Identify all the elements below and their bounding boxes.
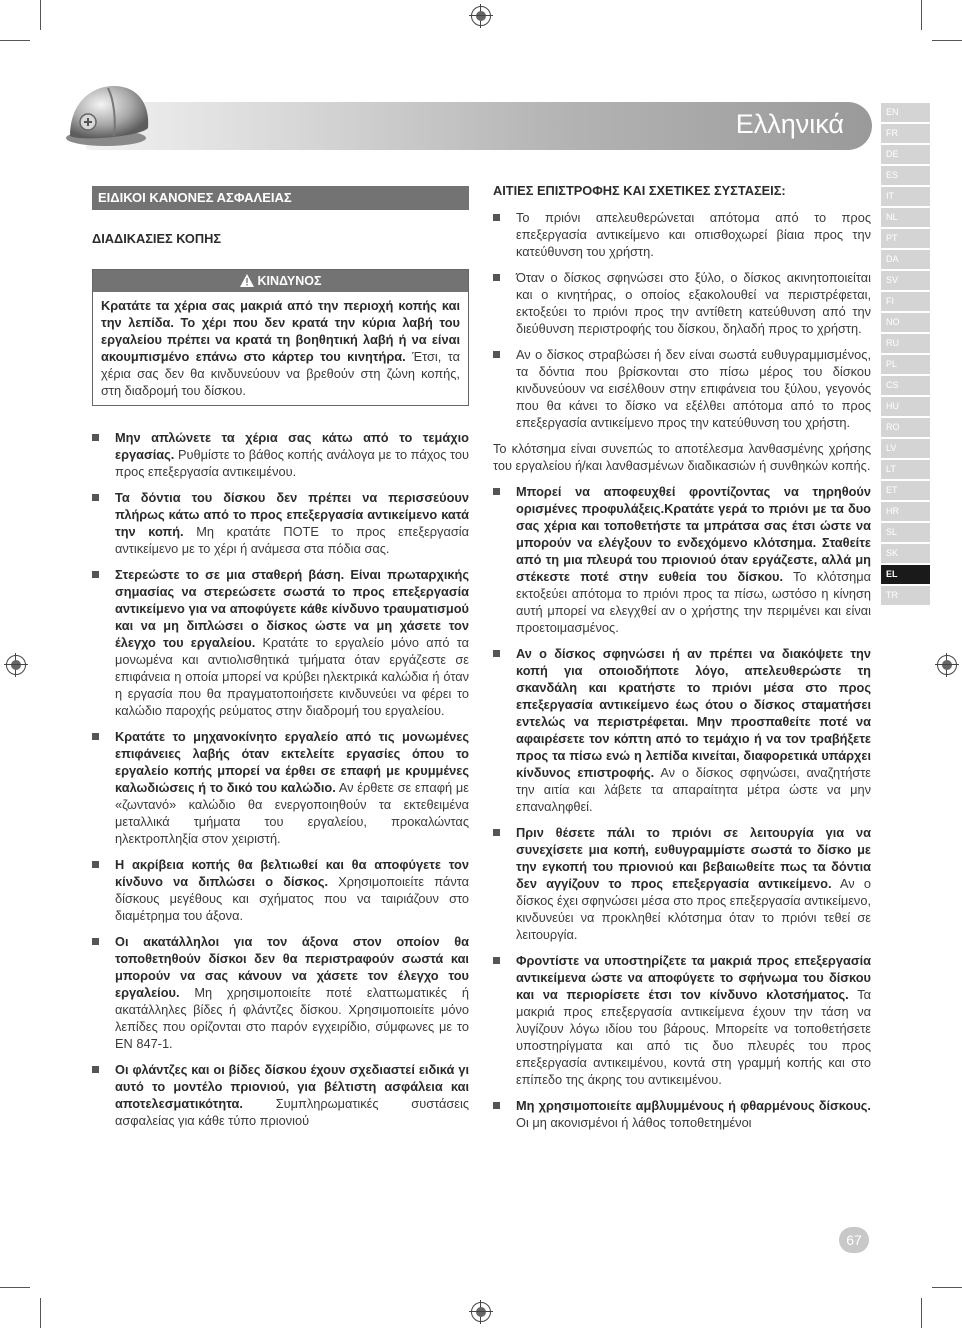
language-tab[interactable]: PT bbox=[881, 229, 930, 248]
crop-mark bbox=[40, 1298, 41, 1328]
language-tab[interactable]: CS bbox=[881, 376, 930, 395]
list-item bbox=[493, 269, 871, 337]
bullet-icon bbox=[493, 488, 500, 495]
bullet-text: Ρυθμίστε το βάθος κοπής ανάλογα με το πάχος του προς επεξεργασία αντικειμένου. bbox=[115, 447, 469, 479]
danger-title bbox=[93, 270, 468, 292]
registration-mark-icon bbox=[6, 655, 26, 675]
danger-body bbox=[93, 292, 468, 405]
list-item bbox=[92, 489, 469, 557]
bullet-icon bbox=[493, 650, 500, 657]
language-tab[interactable]: NL bbox=[881, 208, 930, 227]
bullet-icon bbox=[493, 829, 500, 836]
list-item bbox=[493, 209, 871, 260]
bullet-icon bbox=[92, 1066, 99, 1073]
crop-mark bbox=[921, 0, 922, 30]
kickback-paragraph: Το κλότσημα είναι συνεπώς το αποτέλεσμα λανθασμένης χρήσης του εργαλείου ή/και λανθασμένων διαδικασιών ή συνθηκών κοπής. bbox=[493, 441, 871, 473]
language-tab[interactable]: PL bbox=[881, 355, 930, 374]
section-title: ΕΙΔΙΚΟΙ ΚΑΝΟΝΕΣ ΑΣΦΑΛΕΙΑΣ bbox=[92, 186, 469, 210]
language-tab[interactable]: IT bbox=[881, 187, 930, 206]
safety-helmet-icon bbox=[62, 80, 154, 148]
language-tab[interactable]: HU bbox=[881, 397, 930, 416]
bullet-bold: Φροντίστε να υποστηρίζετε τα μακριά προς επεξεργασία αντικείμενα ώστε να αποφύγετε το σφήνωμα του δίσκου και να περιορίσετε έτσι τον κίνδυνο κλοτσήματος. bbox=[516, 953, 871, 1002]
bullet-text: Αν ο δίσκος έχει σφηνώσει μέσα στο προς επεξεργασία αντικείμενο, κινδυνεύει να προκληθεί κλότσημα όταν το πριόνι τεθεί σε λειτουργία. bbox=[516, 876, 871, 942]
right-heading: ΑΙΤΙΕΣ ΕΠΙΣΤΡΟΦΗΣ ΚΑΙ ΣΧΕΤΙΚΕΣ ΣΥΣΤΑΣΕΙΣ: bbox=[493, 183, 786, 198]
bullet-bold: Τα δόντια του δίσκου δεν πρέπει να περισσεύουν πλήρως κάτω από το προς επεξεργασία αντικείμενο κατά την κοπή. bbox=[115, 490, 469, 539]
bullet-bold: Πριν θέσετε πάλι το πριόνι σε λειτουργία για να συνεχίσετε μια κοπή, ευθυγραμμίστε σωστά το δίσκο με την εγκοπή του πριονιού και βεβαιωθείτε πως τα δόντια δεν αγγίζουν το προς επεξεργασία αντικείμενο. bbox=[516, 825, 871, 891]
language-tab[interactable]: ES bbox=[881, 166, 930, 185]
bullet-icon bbox=[92, 571, 99, 578]
list-item bbox=[92, 933, 469, 1052]
header-bar bbox=[86, 102, 872, 150]
page-language-title: Ελληνικά bbox=[735, 109, 844, 139]
list-item bbox=[92, 429, 469, 480]
language-tab-active[interactable]: EL bbox=[881, 565, 930, 584]
bullet-text: Μη χρησιμοποιείτε ποτέ ελαττωματικές ή ακατάλληλες βίδες ή φλάντζες δίσκου. Χρησιμοποιείτε μόνο λεπίδες που ορίζονται στο παρόν εγχειρίδιο, σύμφωνες με το EN 847-1. bbox=[115, 985, 469, 1051]
bullet-icon bbox=[92, 733, 99, 740]
warning-icon bbox=[240, 274, 254, 287]
language-tab[interactable]: LT bbox=[881, 460, 930, 479]
left-column bbox=[92, 186, 469, 1138]
language-tab[interactable]: RO bbox=[881, 418, 930, 437]
list-item bbox=[493, 824, 871, 943]
bullet-bold: Μη χρησιμοποιείτε αμβλυμμένους ή φθαρμένους δίσκους. bbox=[516, 1098, 871, 1113]
language-tab[interactable]: FI bbox=[881, 292, 930, 311]
bullet-text: Αν ο δίσκος στραβώσει ή δεν είναι σωστά ευθυγραμμισμένος, τα δόντια που βρίσκονται στο πίσω μέρος του δίσκου κινδυνεύουν να εισέλθουν στην επιφάνεια του ξύλου, γεγονός που θα κάνει το δίσκο να εξέλθει απότομα από το προς επεξεργασία αντικείμενο προς την κατεύθυνση του χρήστη. bbox=[516, 347, 871, 430]
bullet-bold: Μην απλώνετε τα χέρια σας κάτω από το τεμάχιο εργασίας. bbox=[115, 430, 469, 462]
language-tab[interactable]: SV bbox=[881, 271, 930, 290]
subsection-title: ΔΙΑΔΙΚΑΣΙΕΣ ΚΟΠΗΣ bbox=[92, 231, 222, 246]
bullet-text: Κρατάτε το εργαλείο μόνο από τα μονωμένα και αντιολισθητικά τμήματα όταν εργάζεστε σε επιφάνεια η οποία μπορεί να κρύβει ηλεκτρικά καλώδια ή όταν η εργασία που θα πραγματοποιήσετε κινδυνεύει να φέρει το καλώδιο παροχής ρεύματος στην διαδρομή του εργαλείου. bbox=[115, 635, 469, 718]
danger-title-text: ΚΙΝΔΥΝΟΣ bbox=[257, 274, 322, 288]
bullet-icon bbox=[493, 214, 500, 221]
registration-mark-icon bbox=[937, 655, 957, 675]
list-item bbox=[493, 1097, 871, 1131]
bullet-text: Αν ο δίσκος σφηνώσει, αναζητήστε την αιτία και λάβετε τα απαραίτητα μέτρα ώστε να μην επαναληφθεί. bbox=[516, 765, 871, 814]
bullet-text: Το κλότσημα εκτοξεύει απότομα το πριόνι προς τα πίσω, ωστόσο η κίνηση αυτή μπορεί να ελεγχθεί αν ο χρήστης την περιμένει και είναι προετοιμασμένος. bbox=[516, 569, 871, 635]
language-tab[interactable]: SK bbox=[881, 544, 930, 563]
list-item bbox=[92, 728, 469, 847]
list-item bbox=[92, 1061, 469, 1129]
registration-mark-icon bbox=[471, 6, 491, 26]
page-number: 67 bbox=[839, 1227, 869, 1253]
language-tab[interactable]: LV bbox=[881, 439, 930, 458]
language-tab[interactable]: EN bbox=[881, 103, 930, 122]
danger-box bbox=[92, 269, 469, 406]
bullet-text: Χρησιμοποιείτε πάντα δίσκους μεγέθους και σχήματος που να ταιριάζουν στο διαμέτρημα του άξονα. bbox=[115, 874, 470, 923]
language-tab[interactable]: ET bbox=[881, 481, 930, 500]
bullet-text: Συμπληρωματικές συστάσεις ασφαλείας για κάθε τύπο πριονιού bbox=[115, 1096, 469, 1128]
crop-mark bbox=[40, 0, 41, 30]
left-bullet-list bbox=[92, 429, 469, 1129]
language-tab[interactable]: RU bbox=[881, 334, 930, 353]
list-item bbox=[92, 566, 469, 719]
bullet-text: Όταν ο δίσκος σφηνώσει στο ξύλο, ο δίσκος ακινητοποιείται και ο κινητήρας, ο οποίος εξακολουθεί να περιστρέφεται, εκτοξεύει το πριόνι προς την αντίθετη κατεύθυνση από την διεύθυνση περιστροφής του δίσκου, δηλαδή προς το χρήστη. bbox=[516, 270, 871, 336]
crop-mark bbox=[0, 40, 30, 41]
list-item bbox=[493, 645, 871, 815]
bullet-icon bbox=[92, 494, 99, 501]
bullet-text: Αν έρθετε σε επαφή με «ζωντανό» καλώδιο θα ενεργοποιηθούν τα εκτεθειμένα μεταλλικά τμήματα του εργαλείου, προκαλώντας ηλεκτροπληξία στον χειριστή. bbox=[115, 780, 469, 846]
language-tab[interactable]: DE bbox=[881, 145, 930, 164]
bullet-icon bbox=[92, 938, 99, 945]
bullet-bold: Στερεώστε το σε μια σταθερή βάση. Είναι πρωταρχικής σημασίας να στερεώσετε σωστά το προς επεξεργασία αντικείμενο για να αποφύγετε κάθε κίνδυνο τραυματισμού και να μη διπλώσει ο δίσκος ώστε να μη χάσετε τον έλεγχο του εργαλείου. bbox=[115, 567, 469, 650]
right-bullet-list bbox=[493, 483, 871, 1131]
bullet-bold: Οι φλάντζες και οι βίδες δίσκου έχουν σχεδιαστεί ειδικά γι αυτό το μοντέλο πριονιού, για βέλτιστη ασφάλεια και αποτελεσματικότητα. bbox=[115, 1062, 469, 1111]
language-tab[interactable]: DA bbox=[881, 250, 930, 269]
bullet-text: Το πριόνι απελευθερώνεται απότομα από το προς επεξεργασία αντικείμενο και οπισθοχωρεί βίαια προς την κατεύθυνση του χρήστη. bbox=[516, 210, 871, 259]
danger-text: Έτσι, τα χέρια σας δεν θα κινδυνεύουν να βρεθούν στη ζώνη κοπής, στη διαδρομή του δίσκου. bbox=[101, 349, 460, 398]
bullet-bold: Μπορεί να αποφευχθεί φροντίζοντας να τηρηθούν ορισμένες προφυλάξεις.Κρατάτε γερά το πριόνι με τα δυο σας χέρια και τοποθετήστε τα μπράτσα σας έτσι ώστε να μπορούν να ελέγξουν το ενδεχόμενο κλότσημα. Σταθείτε από τη μια πλευρά του πριονιού όταν εργάζεστε, αλλά μη στέκεστε ποτέ στην ευθεία του δίσκου. bbox=[516, 484, 871, 584]
bullet-icon bbox=[493, 957, 500, 964]
bullet-icon bbox=[493, 274, 500, 281]
language-tab[interactable]: NO bbox=[881, 313, 930, 332]
bullet-text: Τα μακριά προς επεξεργασία αντικείμενα έχουν την τάση να λυγίζουν λόγω ιδίου του βάρους. Μπορείτε να τοποθετήσετε υποστηρίγματα και από τις δυο πλευρές του προς επεξεργασία αντικειμένου, κοντά στη γραμμή κοπής και στο επίπεδο της άκρης του αντικειμένου. bbox=[516, 987, 871, 1087]
bullet-bold: Οι ακατάλληλοι για τον άξονα στον οποίον θα τοποθετηθούν δίσκοι δεν θα περιστραφούν σωστά και μπορούν να σας κάνουν να χάσετε τον έλεγχο του εργαλείου. bbox=[115, 934, 469, 1000]
bullet-icon bbox=[92, 434, 99, 441]
bullet-bold: Αν ο δίσκος σφηνώσει ή αν πρέπει να διακόψετε την κοπή για οποιοδήποτε λόγο, απελευθερώστε τη σκανδάλη και κρατήστε το πριόνι μέσα στο προς επεξεργασία αντικείμενο έως ότου ο δίσκος σταματήσει εντελώς να περιστρέφεται. Μην προσπαθείτε ποτέ να αφαιρέσετε τον κόπτη από το τεμάχιο ή να τον τραβήξετε προς τα πίσω ενώ η λεπίδα κινείται, διαφορετικά υπάρχει κίνδυνος επιστροφής. bbox=[516, 646, 871, 780]
list-item bbox=[92, 856, 469, 924]
language-tab[interactable]: SL bbox=[881, 523, 930, 542]
right-bullet-list-top bbox=[493, 209, 871, 431]
list-item bbox=[493, 952, 871, 1088]
crop-mark bbox=[932, 40, 962, 41]
list-item bbox=[493, 483, 871, 636]
bullet-icon bbox=[493, 351, 500, 358]
bullet-bold: Η ακρίβεια κοπής θα βελτιωθεί και θα αποφύγετε τον κίνδυνο να διπλώσει ο δίσκος. bbox=[115, 857, 469, 889]
right-column bbox=[493, 182, 871, 1140]
bullet-text: Οι μη ακονισμένοι ή λάθος τοποθετημένοι bbox=[516, 1115, 752, 1130]
bullet-icon bbox=[493, 1102, 500, 1109]
registration-mark-icon bbox=[471, 1302, 491, 1322]
language-tabs bbox=[881, 103, 930, 607]
bullet-bold: Κρατάτε το μηχανοκίνητο εργαλείο από τις μονωμένες επιφάνειες λαβής όταν εκτελείτε εργασίες όπου το εργαλείο κοπής μπορεί να έρθει σε επαφή με κρυμμένες καλωδιώσεις ή το δικό του καλώδιο. bbox=[115, 729, 469, 795]
crop-mark bbox=[0, 1287, 30, 1288]
bullet-text: Μη κρατάτε ΠΟΤΕ το προς επεξεργασία αντικείμενο με το χέρι ή ανάμεσα στα πόδια σας. bbox=[115, 524, 469, 556]
crop-mark bbox=[921, 1298, 922, 1328]
language-tab[interactable]: TR bbox=[881, 586, 930, 605]
list-item bbox=[493, 346, 871, 431]
crop-mark bbox=[932, 1287, 962, 1288]
danger-bold: Κρατάτε τα χέρια σας μακριά από την περιοχή κοπής και την λεπίδα. Το χέρι που δεν κρατά την κύρια λαβή του εργαλείου πρέπει να κρατά τη βοηθητική λαβή ή να είναι ακουμπισμένο επάνω στο κάρτερ του κινητήρα. bbox=[101, 298, 460, 364]
bullet-icon bbox=[92, 861, 99, 868]
language-tab[interactable]: FR bbox=[881, 124, 930, 143]
language-tab[interactable]: HR bbox=[881, 502, 930, 521]
